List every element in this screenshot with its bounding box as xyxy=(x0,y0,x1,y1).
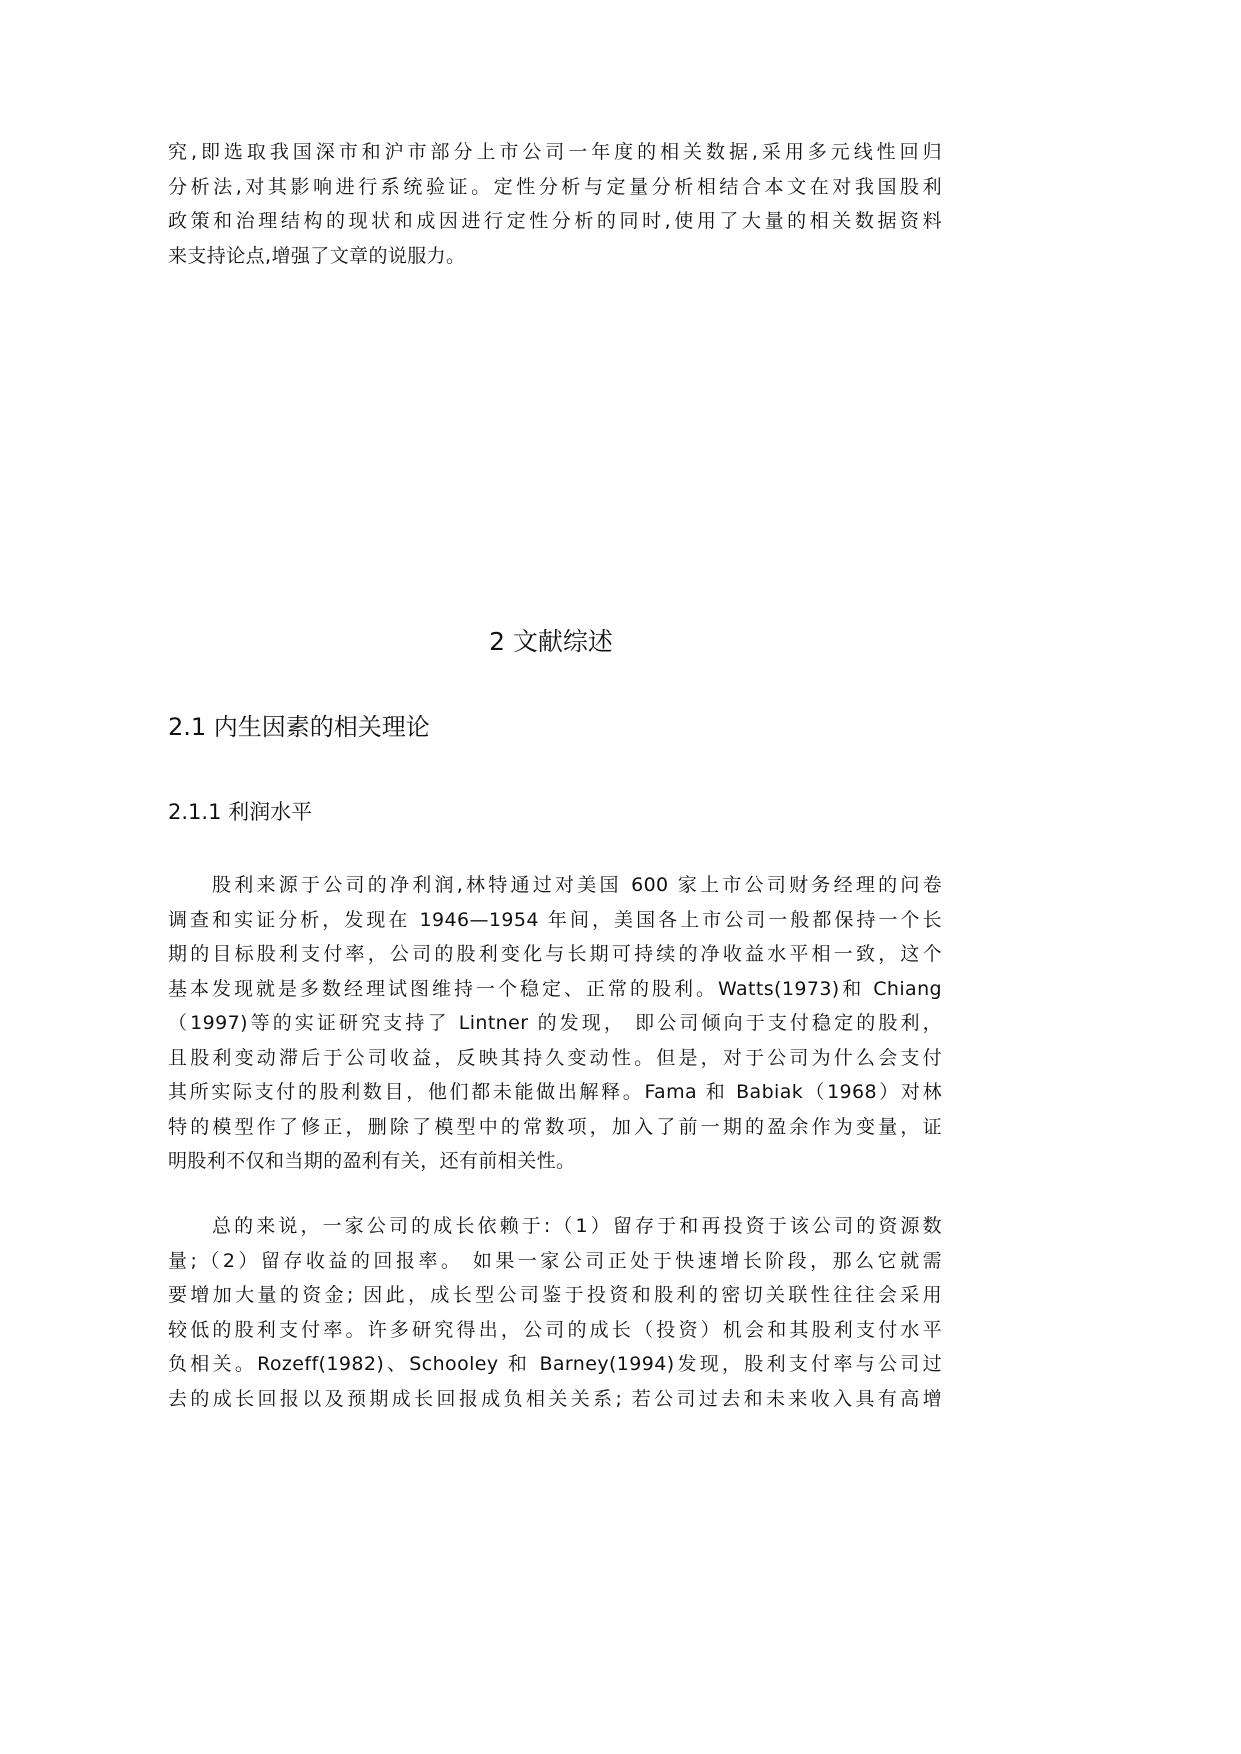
growth-paragraph xyxy=(168,1209,942,1416)
section-heading: 2.1 内生因素的相关理论 xyxy=(168,713,430,741)
profit-paragraph xyxy=(168,868,942,1179)
chapter-title: 2 文献综述 xyxy=(489,627,613,656)
paragraph-line: 政策和治理结构的现状和成因进行定性分析的同时,使用了大量的相关数据资料 xyxy=(168,210,942,232)
paragraph-line: 总的来说，一家公司的成长依赖于:（1）留存于和再投资于该公司的资源数 xyxy=(212,1215,942,1237)
subsection-heading: 2.1.1 利润水平 xyxy=(168,800,313,824)
paragraph-line: 量;（2）留存收益的回报率。 如果一家公司正处于快速增长阶段，那么它就需 xyxy=(168,1249,942,1272)
paragraph-line: 且股利变动滞后于公司收益，反映其持久变动性。但是，对于公司为什么会支付 xyxy=(168,1046,942,1069)
paragraph-line: 股利来源于公司的净利润,林特通过对美国 600 家上市公司财务经理的问卷 xyxy=(212,874,942,896)
paragraph-line: 去的成长回报以及预期成长回报成负相关关系; 若公司过去和未来收入具有高增 xyxy=(168,1387,942,1410)
paragraph-line: 基本发现就是多数经理试图维持一个稳定、正常的股利。Watts(1973)和 Chiang xyxy=(168,977,942,1000)
paragraph-line: 来支持论点,增强了文章的说服力。 xyxy=(168,244,466,267)
paragraph-line: 明股利不仅和当期的盈利有关，还有前相关性。 xyxy=(168,1150,576,1172)
paragraph-line: 特的模型作了修正，删除了模型中的常数项，加入了前一期的盈余作为变量，证 xyxy=(168,1115,942,1138)
paragraph-line: （1997)等的实证研究支持了 Lintner 的发现， 即公司倾向于支付稳定的股利， xyxy=(168,1012,942,1034)
intro-paragraph xyxy=(168,135,942,273)
paragraph-line: 分析法,对其影响进行系统验证。定性分析与定量分析相结合本文在对我国股利 xyxy=(168,175,942,198)
paragraph-line: 负相关。Rozeff(1982)、Schooley 和 Barney(1994)发现，股利支付率与公司过 xyxy=(168,1353,942,1375)
paragraph-line: 调查和实证分析，发现在 1946—1954 年间，美国各上市公司一般都保持一个长 xyxy=(168,908,942,931)
paragraph-line: 较低的股利支付率。许多研究得出，公司的成长（投资）机会和其股利支付水平 xyxy=(168,1318,942,1341)
paragraph-line: 期的目标股利支付率，公司的股利变化与长期可持续的净收益水平相一致，这个 xyxy=(168,943,942,965)
paragraph-line: 究,即选取我国深市和沪市部分上市公司一年度的相关数据,采用多元线性回归 xyxy=(168,141,942,163)
paragraph-line: 其所实际支付的股利数目，他们都未能做出解释。Fama 和 Babiak（1968）对林 xyxy=(168,1081,942,1103)
paragraph-line: 要增加大量的资金; 因此，成长型公司鉴于投资和股利的密切关联性往往会采用 xyxy=(168,1284,942,1306)
